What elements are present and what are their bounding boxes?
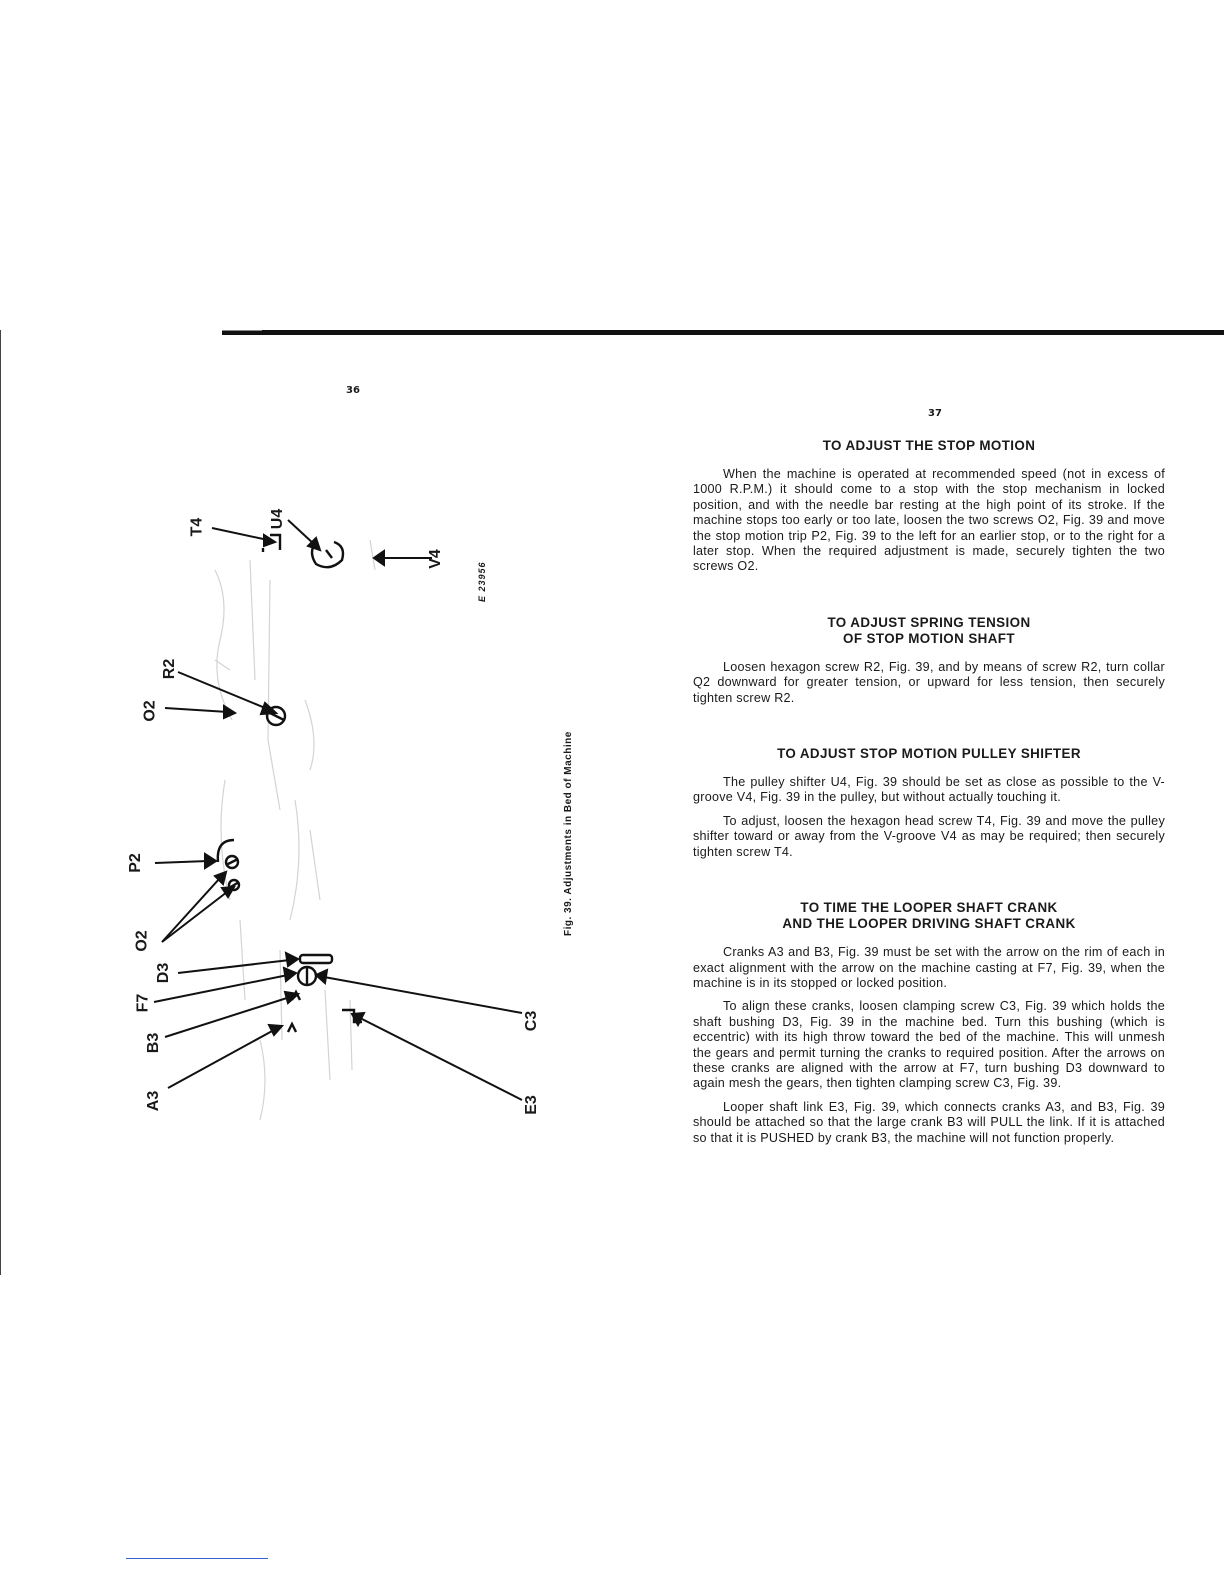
heading-line-2: OF STOP MOTION SHAFT: [843, 630, 1015, 646]
figure-39: [120, 480, 580, 1140]
label-v4: V4: [426, 549, 444, 569]
paragraph: Loosen hexagon screw R2, Fig. 39, and by means of screw R2, turn collar Q2 downward for greater tension, or upward for less tension, then securely tighten screw R2.: [693, 659, 1165, 705]
page-number-left: 36: [346, 385, 360, 396]
bottom-link-underline: [126, 1558, 268, 1559]
section-spring-tension: [693, 615, 1165, 706]
section-pulley-shifter: [693, 746, 1165, 860]
heading-line-2: AND THE LOOPER DRIVING SHAFT CRANK: [782, 916, 1076, 932]
label-p2: P2: [126, 853, 144, 873]
label-a3: A3: [145, 1090, 163, 1112]
paragraph: To align these cranks, loosen clamping screw C3, Fig. 39 which holds the shaft bushing D3, Fig. 39 in the machine bed. Turn this bushing (which is eccentric) with its high throw toward the bed of the machine. This will unmesh the gears and permit turning the cranks to required position. After the arrows on these cranks are aligned with the arrow at F7, turn bushing D3 downward to again mesh the gears, then tighten clamping screw C3, Fig. 39.: [693, 999, 1165, 1091]
heading-line-1: TO TIME THE LOOPER SHAFT CRANK: [800, 900, 1058, 916]
label-b3: B3: [145, 1032, 163, 1054]
heading-line-1: TO ADJUST SPRING TENSION: [827, 614, 1031, 630]
heading: TO ADJUST THE STOP MOTION: [822, 438, 1036, 453]
faded-machine-image: [215, 540, 375, 1120]
paragraph: When the machine is operated at recommended speed (not in excess of 1000 R.P.M.) it should come to a stop with the stop mechanism in locked position, and with the needle bar resting at the high point of its stroke. If the machine stops too early or too late, loosen the two screws O2, Fig. 39 and move the stop motion trip P2, Fig. 39 to the left for an earlier stop, or to the right for a later stop. When the required adjustment is made, securely tighten the two screws O2.: [693, 467, 1165, 574]
paragraph: To adjust, loosen the hexagon head screw T4, Fig. 39 and move the pulley shifter toward or away from the V-groove V4 as may be required; then securely tighten screw T4.: [693, 813, 1165, 859]
paragraph: Cranks A3 and B3, Fig. 39 must be set with the arrow on the rim of each in exact alignment with the arrow on the machine casting at F7, Fig. 39, when the machine is in its stopped or locked position.: [693, 945, 1165, 990]
page-number-right: 37: [928, 408, 942, 419]
label-c3: C3: [523, 1010, 541, 1032]
label-o2-bottom: O2: [133, 930, 151, 952]
figure-code: E 23956: [477, 561, 487, 602]
heading: TO ADJUST STOP MOTION PULLEY SHIFTER: [777, 746, 1081, 762]
paragraph: Looper shaft link E3, Fig. 39, which connects cranks A3, and B3, Fig. 39 should be attached so that the large crank B3 will PULL the link. If it is attached so that it is PUSHED by crank B3, the machine will not function properly.: [693, 1099, 1165, 1145]
figure-caption: Fig. 39. Adjustments in Bed of Machine: [563, 731, 574, 936]
instructions-column: [693, 438, 1165, 1146]
figure-drawing: [120, 480, 580, 1140]
top-rule-fade: [222, 330, 262, 331]
top-rule: [222, 330, 1224, 335]
label-d3: D3: [155, 962, 173, 984]
paragraph: The pulley shifter U4, Fig. 39 should be set as close as possible to the V-groove V4, Fig. 39 in the pulley, but without actually touching it.: [693, 775, 1165, 805]
label-f7: F7: [134, 993, 152, 1013]
section-stop-motion: [693, 438, 1165, 575]
label-t4: T4: [188, 517, 206, 537]
label-o2-top: O2: [141, 700, 159, 722]
label-r2: R2: [161, 658, 179, 680]
label-e3: E3: [522, 1095, 540, 1115]
label-u4: U4: [269, 508, 287, 530]
section-looper-crank: [693, 900, 1165, 1146]
page-left-edge: [0, 330, 1, 1275]
